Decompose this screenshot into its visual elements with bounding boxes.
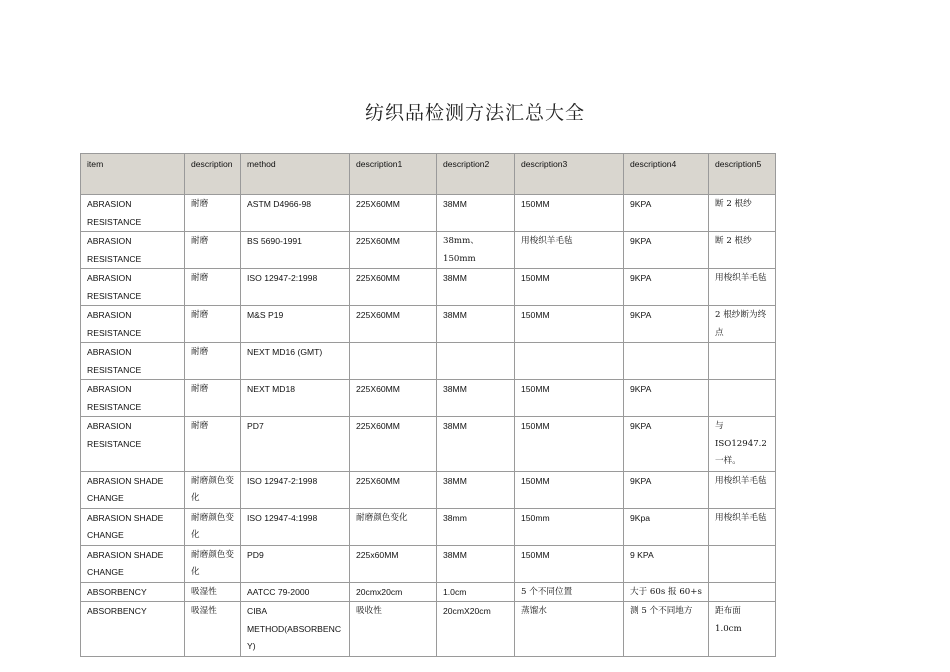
table-cell: 9KPA (624, 306, 709, 343)
table-cell: 9KPA (624, 417, 709, 472)
column-header-description1: description1 (350, 154, 437, 195)
table-cell: 用梭织羊毛毡 (709, 471, 776, 508)
table-cell: ABRASION SHADE CHANGE (81, 471, 185, 508)
table-cell: 38MM (437, 380, 515, 417)
table-cell (624, 343, 709, 380)
table-cell: BS 5690-1991 (241, 232, 350, 269)
table-cell (709, 545, 776, 582)
table-cell: 38MM (437, 269, 515, 306)
table-cell: 耐磨颜色变化 (350, 508, 437, 545)
table-cell: 耐磨颜色变化 (185, 471, 241, 508)
table-cell: ABRASION SHADE CHANGE (81, 508, 185, 545)
table-cell: ABRASION RESISTANCE (81, 195, 185, 232)
table-cell: 断 2 根纱 (709, 195, 776, 232)
table-cell: 150MM (515, 380, 624, 417)
table-row (81, 417, 776, 472)
table-cell: 吸湿性 (185, 602, 241, 657)
table-cell: NEXT MD18 (241, 380, 350, 417)
table-cell: 38MM (437, 545, 515, 582)
table-row (81, 269, 776, 306)
table-cell: 38MM (437, 471, 515, 508)
column-header-description2: description2 (437, 154, 515, 195)
table-cell: 38MM (437, 417, 515, 472)
table-header-row (81, 154, 776, 195)
table-cell: 150MM (515, 195, 624, 232)
table-cell: ABRASION RESISTANCE (81, 306, 185, 343)
table-cell: ABRASION RESISTANCE (81, 232, 185, 269)
test-methods-table (80, 153, 776, 657)
table-cell: 测 5 个不同地方 (624, 602, 709, 657)
table-row (81, 232, 776, 269)
table-cell: AATCC 79-2000 (241, 582, 350, 602)
table-cell: ABSORBENCY (81, 582, 185, 602)
table-cell: 225x60MM (350, 545, 437, 582)
table-cell: 耐磨颜色变化 (185, 545, 241, 582)
table-cell: 225X60MM (350, 380, 437, 417)
table-row (81, 195, 776, 232)
table-cell: PD7 (241, 417, 350, 472)
table-row (81, 380, 776, 417)
table-cell: 耐磨 (185, 417, 241, 472)
table-cell: 耐磨 (185, 232, 241, 269)
table-cell (437, 343, 515, 380)
table-cell: 用梭织羊毛毡 (709, 508, 776, 545)
table-cell: 9Kpa (624, 508, 709, 545)
table-row (81, 508, 776, 545)
table-row (81, 545, 776, 582)
table-cell: 9KPA (624, 195, 709, 232)
table-cell: 耐磨 (185, 195, 241, 232)
table-cell: 38mm、150mm (437, 232, 515, 269)
table-row (81, 306, 776, 343)
table-cell (709, 582, 776, 602)
table-cell: 225X60MM (350, 232, 437, 269)
column-header-description3: description3 (515, 154, 624, 195)
table-cell: 耐磨 (185, 343, 241, 380)
table-cell: 用梭织羊毛毡 (515, 232, 624, 269)
table-cell: 9 KPA (624, 545, 709, 582)
table-cell: 距布面 1.0cm (709, 602, 776, 657)
table-cell: ABSORBENCY (81, 602, 185, 657)
page-title: 纺织品检测方法汇总大全 (364, 102, 585, 124)
table-cell: ISO 12947-2:1998 (241, 471, 350, 508)
table-cell: NEXT MD16 (GMT) (241, 343, 350, 380)
table-cell: 断 2 根纱 (709, 232, 776, 269)
table-cell: 150MM (515, 545, 624, 582)
table-cell: 225X60MM (350, 471, 437, 508)
column-header-description5: description5 (709, 154, 776, 195)
table-cell: 150MM (515, 306, 624, 343)
table-cell: 蒸馏水 (515, 602, 624, 657)
table-cell: 耐磨 (185, 269, 241, 306)
table-row (81, 582, 776, 602)
table-cell: 吸湿性 (185, 582, 241, 602)
table-cell: 150MM (515, 417, 624, 472)
table-cell: 耐磨 (185, 380, 241, 417)
table-cell: ABRASION SHADE CHANGE (81, 545, 185, 582)
table-cell: ABRASION RESISTANCE (81, 380, 185, 417)
table-cell: 38mm (437, 508, 515, 545)
table-cell: 用梭织羊毛毡 (709, 269, 776, 306)
column-header-item: item (81, 154, 185, 195)
table-cell: ABRASION RESISTANCE (81, 343, 185, 380)
table-cell: PD9 (241, 545, 350, 582)
table-cell: 9KPA (624, 232, 709, 269)
table-cell: 38MM (437, 306, 515, 343)
table-cell: 225X60MM (350, 417, 437, 472)
table-cell: 150mm (515, 508, 624, 545)
table-cell: 5 个不同位置 (515, 582, 624, 602)
table-cell: 9KPA (624, 471, 709, 508)
table-row (81, 471, 776, 508)
table-cell: 耐磨颜色变化 (185, 508, 241, 545)
table-cell (709, 380, 776, 417)
table-cell: 225X60MM (350, 306, 437, 343)
column-header-method: method (241, 154, 350, 195)
table-cell: M&S P19 (241, 306, 350, 343)
table-row (81, 602, 776, 657)
table-cell (350, 343, 437, 380)
table-cell: 大于 60s 报 60+s (624, 582, 709, 602)
table-cell: 20cmX20cm (437, 602, 515, 657)
table-body (81, 195, 776, 657)
table-cell (709, 343, 776, 380)
table-cell: 38MM (437, 195, 515, 232)
table-cell: 150MM (515, 471, 624, 508)
table-cell: 2 根纱断为终点 (709, 306, 776, 343)
table-cell: ASTM D4966-98 (241, 195, 350, 232)
table-cell: 与 ISO12947.2 一样。 (709, 417, 776, 472)
table-cell: 9KPA (624, 380, 709, 417)
table-cell: 吸收性 (350, 602, 437, 657)
table-cell: ABRASION RESISTANCE (81, 417, 185, 472)
table-cell: CIBA METHOD(ABSORBENCY) (241, 602, 350, 657)
table-cell (515, 343, 624, 380)
table-cell: 9KPA (624, 269, 709, 306)
table-cell: 耐磨 (185, 306, 241, 343)
table-cell: ISO 12947-2:1998 (241, 269, 350, 306)
table-cell: 20cmx20cm (350, 582, 437, 602)
column-header-description4: description4 (624, 154, 709, 195)
table-cell: ABRASION RESISTANCE (81, 269, 185, 306)
table-cell: 150MM (515, 269, 624, 306)
table-cell: 225X60MM (350, 269, 437, 306)
column-header-description: description (185, 154, 241, 195)
table-cell: 225X60MM (350, 195, 437, 232)
table-row (81, 343, 776, 380)
table-cell: ISO 12947-4:1998 (241, 508, 350, 545)
table-cell: 1.0cm (437, 582, 515, 602)
